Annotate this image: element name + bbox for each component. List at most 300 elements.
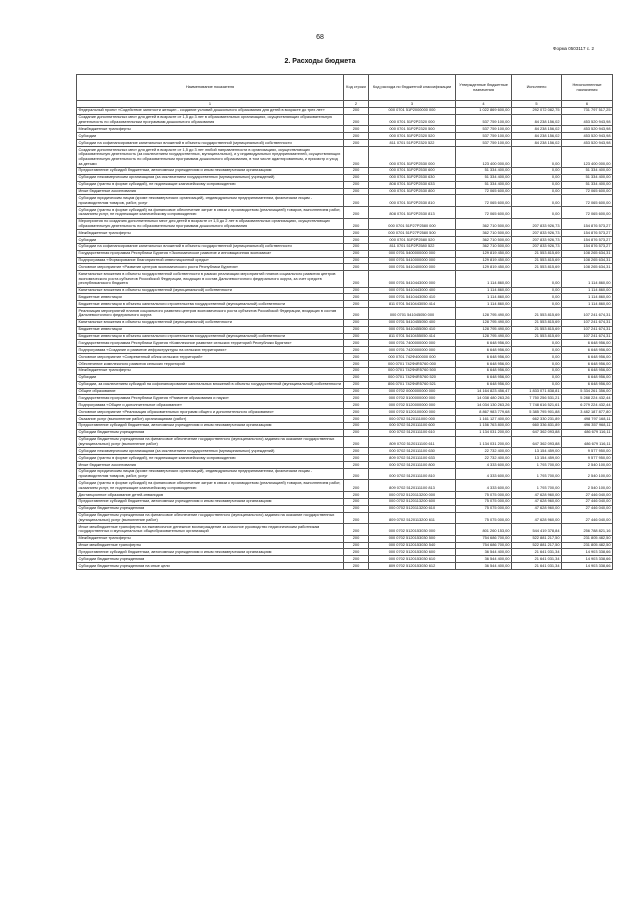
row-name: Субсидии некоммерческим организациям (за исключением государственных (муниципальных) учреждений)	[77, 448, 344, 455]
row-approved: 6 648 956,00	[456, 374, 512, 381]
row-executed: 47 628 960,00	[512, 505, 562, 512]
row-approved: 128 795 490,00	[456, 333, 512, 340]
column-number: 3	[369, 101, 456, 108]
row-approved: 75 075 000,00	[456, 491, 512, 498]
row-line-code: 200	[344, 264, 369, 271]
row-approved: 123 400 000,00	[456, 146, 512, 167]
table-row	[77, 354, 613, 361]
row-classification-code: 000 0702 5100000000 000	[369, 395, 456, 402]
row-classification-code: 000 0701 51P2P2530 810	[369, 195, 456, 207]
row-unexecuted: 14 903 338,66	[562, 563, 613, 570]
table-row	[77, 195, 613, 207]
row-unexecuted: 2 540 100,00	[562, 468, 613, 480]
table-row	[77, 436, 613, 448]
row-unexecuted: 1 114 860,00	[562, 301, 613, 308]
row-approved: 6 648 956,00	[456, 354, 512, 361]
row-name: Мероприятия по созданию дополнительных мест для детей в возрасте от 1,5 до 2 лет в образовательных организациях, осуществляющих образовательную деятельность по образовательным программам дошкольного образования	[77, 218, 344, 230]
row-name: Государственная программа Республики Бурятия «Развитие образования и науки»	[77, 395, 344, 402]
row-classification-code: 811 0701 51P2P2580 522	[369, 243, 456, 250]
row-approved: 22 732 400,00	[456, 448, 512, 455]
row-executed: 0,00	[512, 367, 562, 374]
row-executed: 0,00	[512, 374, 562, 381]
table-row	[77, 409, 613, 416]
table-row	[77, 556, 613, 563]
table-row	[77, 243, 613, 250]
row-unexecuted: 107 241 674,31	[562, 308, 613, 320]
row-executed: 1 793 700,00	[512, 461, 562, 468]
row-unexecuted: 453 520 943,98	[562, 114, 613, 126]
row-line-code: 200	[344, 455, 369, 462]
row-executed: 0,00	[512, 287, 562, 294]
row-executed: 21 553 815,69	[512, 257, 562, 264]
row-name: Обеспечение комплексного развития сельских территорий	[77, 361, 344, 368]
row-approved: 72 065 600,00	[456, 206, 512, 218]
row-classification-code: 000 0701 7420000000 000	[369, 347, 456, 354]
row-unexecuted: 108 265 634,31	[562, 250, 613, 257]
row-name: Подпрограмма «Общее и дополнительное образование»	[77, 402, 344, 409]
row-approved: 14 034 130 263,26	[456, 402, 512, 409]
row-approved: 1 114 860,00	[456, 287, 512, 294]
row-approved: 6 648 956,00	[456, 347, 512, 354]
row-unexecuted: 6 648 956,00	[562, 340, 613, 347]
table-row	[77, 461, 613, 468]
row-classification-code: 000 0702 5120113200 610	[369, 505, 456, 512]
row-executed: 0,00	[512, 146, 562, 167]
row-classification-code: 809 0702 5120111100 813	[369, 480, 456, 492]
header-row	[77, 75, 613, 101]
row-classification-code: 811 0701 51P2P2320 522	[369, 140, 456, 147]
table-row	[77, 381, 613, 388]
row-unexecuted: 231 805 482,50	[562, 542, 613, 549]
table-row	[77, 319, 613, 326]
row-executed: 21 553 815,69	[512, 308, 562, 320]
row-executed: 660 336 831,89	[512, 422, 562, 429]
row-unexecuted: 108 265 634,31	[562, 264, 613, 271]
row-unexecuted: 27 446 040,00	[562, 491, 613, 498]
table-row	[77, 549, 613, 556]
row-approved: 6 648 956,00	[456, 361, 512, 368]
table-row	[77, 491, 613, 498]
row-name: Субсидии бюджетным учреждениям	[77, 429, 344, 436]
row-line-code: 200	[344, 174, 369, 181]
row-approved: 36 544 400,00	[456, 556, 512, 563]
row-classification-code: 000 0701 51P2P2530 800	[369, 188, 456, 195]
row-line-code: 200	[344, 395, 369, 402]
row-name: Иные межбюджетные трансферты	[77, 542, 344, 549]
row-classification-code: 000 0701 51P2P2320 000	[369, 114, 456, 126]
row-name: Субсидии на софинансирование капитальных вложений в объекты государственной (муниципальной) собственности	[77, 243, 344, 250]
row-line-code: 200	[344, 354, 369, 361]
column-number: 1	[77, 101, 344, 108]
row-line-code: 200	[344, 374, 369, 381]
page-number: 68	[316, 34, 324, 41]
row-unexecuted: 3 482 187 877,80	[562, 409, 613, 416]
row-classification-code: 000 0701 5410000000 000	[369, 257, 456, 264]
table-row	[77, 133, 613, 140]
row-name: Предоставление субсидий бюджетным, автономным учреждениям и иным некоммерческим организациям	[77, 549, 344, 556]
table-row	[77, 512, 613, 524]
row-name: Субсидии некоммерческим организациям (за исключением государственных (муниципальных) учреждений)	[77, 174, 344, 181]
row-executed: 0,00	[512, 361, 562, 368]
row-unexecuted: 6 279 224 432,44	[562, 402, 613, 409]
row-approved: 1 114 860,00	[456, 271, 512, 287]
row-name: Субсидии юридическим лицам (кроме некоммерческих организаций), индивидуальным предпринимателям, физическим лицам - производителям товаров, работ, услуг	[77, 468, 344, 480]
table-row	[77, 333, 613, 340]
row-executed: 0,00	[512, 188, 562, 195]
row-name: Субсидии бюджетным учреждениям	[77, 505, 344, 512]
row-approved: 4 333 600,00	[456, 480, 512, 492]
row-approved: 75 075 000,00	[456, 498, 512, 505]
row-classification-code: 000 0701 541045050 000	[369, 308, 456, 320]
table-row	[77, 455, 613, 462]
row-classification-code: 000 0701 5410400000 000	[369, 264, 456, 271]
row-approved: 36 544 400,00	[456, 549, 512, 556]
row-approved: 4 333 600,00	[456, 461, 512, 468]
row-line-code: 200	[344, 107, 369, 114]
row-unexecuted: 154 876 573,27	[562, 243, 613, 250]
row-approved: 75 075 000,00	[456, 505, 512, 512]
row-executed: 21 553 815,69	[512, 250, 562, 257]
row-classification-code: 000 0701 742Ф4R5760 520	[369, 374, 456, 381]
row-approved: 1 114 860,00	[456, 294, 512, 301]
row-line-code: 200	[344, 146, 369, 167]
row-line-code: 200	[344, 468, 369, 480]
row-executed: 647 362 093,88	[512, 436, 562, 448]
table-row	[77, 367, 613, 374]
table-row	[77, 308, 613, 320]
row-unexecuted: 6 648 956,00	[562, 354, 613, 361]
row-line-code: 200	[344, 114, 369, 126]
row-approved: 537 759 100,00	[456, 114, 512, 126]
row-executed: 647 362 093,88	[512, 429, 562, 436]
row-approved: 36 544 400,00	[456, 563, 512, 570]
table-row	[77, 218, 613, 230]
row-classification-code: 809 0702 5120111100 611	[369, 436, 456, 448]
table-row	[77, 114, 613, 126]
row-executed: 1 793 700,00	[512, 480, 562, 492]
row-name: Субсидии бюджетным учреждениям на финансовое обеспечение государственного (муниципального) задания на оказание государственных (муниципальных) услуг (выполнение работ)	[77, 512, 344, 524]
row-approved: 72 065 600,00	[456, 195, 512, 207]
table-row	[77, 140, 613, 147]
row-unexecuted: 1 114 860,00	[562, 294, 613, 301]
row-executed: 662 330 231,89	[512, 416, 562, 423]
row-name: Общее образование	[77, 388, 344, 395]
row-name: Субсидии	[77, 133, 344, 140]
row-executed: 21 641 031,34	[512, 563, 562, 570]
row-approved: 537 759 100,00	[456, 133, 512, 140]
row-line-code: 200	[344, 236, 369, 243]
row-classification-code: 000 0701 5400000000 000	[369, 250, 456, 257]
row-unexecuted: 9 577 950,00	[562, 455, 613, 462]
row-line-code: 200	[344, 402, 369, 409]
row-unexecuted: 154 876 573,27	[562, 230, 613, 237]
row-name: Подпрограмма «Создание и развитие инфраструктуры на сельских территориях»	[77, 347, 344, 354]
column-number: 4	[456, 101, 512, 108]
row-classification-code: 000 0702 5120000000 000	[369, 402, 456, 409]
row-name: Бюджетные инвестиции в объекты капитального строительства государственной (муниципальной) собственности	[77, 301, 344, 308]
row-executed: 1 833 071 838,81	[512, 388, 562, 395]
column-number: 6	[562, 101, 613, 108]
table-row	[77, 257, 613, 264]
table-row	[77, 402, 613, 409]
table-row	[77, 250, 613, 257]
row-approved: 22 732 400,00	[456, 455, 512, 462]
table-row	[77, 271, 613, 287]
row-executed: 207 833 926,73	[512, 230, 562, 237]
row-name: Бюджетные инвестиции	[77, 294, 344, 301]
row-executed: 47 628 960,00	[512, 491, 562, 498]
row-line-code: 200	[344, 250, 369, 257]
row-classification-code: 000 0701 5410443000 000	[369, 271, 456, 287]
row-unexecuted: 154 876 573,27	[562, 236, 613, 243]
column-header-unexecuted: Неисполненные назначения	[562, 75, 613, 101]
table-row	[77, 146, 613, 167]
row-line-code: 200	[344, 549, 369, 556]
row-unexecuted: 107 241 674,31	[562, 333, 613, 340]
row-executed: 207 833 926,73	[512, 236, 562, 243]
row-executed: 13 154 459,00	[512, 448, 562, 455]
row-approved: 362 710 500,00	[456, 236, 512, 243]
row-name: Межбюджетные трансферты	[77, 367, 344, 374]
row-executed: 0,00	[512, 294, 562, 301]
row-line-code: 200	[344, 505, 369, 512]
row-approved: 8 867 983 779,68	[456, 409, 512, 416]
column-number: 5	[512, 101, 562, 108]
row-executed: 0,00	[512, 271, 562, 287]
row-line-code: 200	[344, 491, 369, 498]
row-name: Субсидии (гранты в форме субсидий) на финансовое обеспечение затрат в связи с производством (реализацией) товаров, выполнением работ, оказанием услуг, не подлежащие казначейскому сопровождению	[77, 206, 344, 218]
row-classification-code: 000 0701 51P2P2320 520	[369, 133, 456, 140]
row-executed: 0,00	[512, 167, 562, 174]
row-line-code: 200	[344, 257, 369, 264]
row-executed: 1 793 700,00	[512, 468, 562, 480]
row-approved: 362 710 500,00	[456, 243, 512, 250]
row-unexecuted: 731 797 517,25	[562, 107, 613, 114]
row-executed: 84 238 156,02	[512, 126, 562, 133]
row-approved: 1 022 869 600,00	[456, 107, 512, 114]
row-executed: 0,00	[512, 181, 562, 188]
row-unexecuted: 2 540 100,00	[562, 480, 613, 492]
row-classification-code: 000 0702 0000000000 000	[369, 388, 456, 395]
table-row	[77, 126, 613, 133]
row-name: Подпрограмма «Формирование благоприятной инвестиционной среды»	[77, 257, 344, 264]
row-line-code: 200	[344, 340, 369, 347]
row-name: Капитальные вложения в объекты государственной собственности в рамках реализации мероприятий планов социального развития центров экономического роста субъектов Российской Федерации, входящих в состав Дальневосточного федерального округа, за счет средств республиканского бюджета	[77, 271, 344, 287]
row-line-code: 200	[344, 206, 369, 218]
row-name: Субсидии, за исключением субсидий на софинансирование капитальных вложений в объекты государственной (муниципальной) собственности	[77, 381, 344, 388]
row-line-code: 200	[344, 287, 369, 294]
row-line-code: 200	[344, 535, 369, 542]
row-approved: 72 065 600,00	[456, 188, 512, 195]
column-header-name: Наименование показателя	[77, 75, 344, 101]
row-approved: 128 795 490,00	[456, 319, 512, 326]
row-line-code: 200	[344, 512, 369, 524]
row-unexecuted: 27 446 040,00	[562, 505, 613, 512]
row-unexecuted: 51 334 400,00	[562, 174, 613, 181]
row-line-code: 200	[344, 308, 369, 320]
row-approved: 1 134 031 200,00	[456, 436, 512, 448]
row-classification-code: 000 0701 51P2P2320 500	[369, 126, 456, 133]
column-header-classification-code: Код расхода по бюджетной классификации	[369, 75, 456, 101]
row-unexecuted: 14 903 338,66	[562, 549, 613, 556]
row-unexecuted: 51 334 400,00	[562, 167, 613, 174]
row-unexecuted: 6 648 956,00	[562, 347, 613, 354]
row-line-code: 200	[344, 301, 369, 308]
row-unexecuted: 5 288 224 432,44	[562, 395, 613, 402]
row-executed: 0,00	[512, 381, 562, 388]
table-row	[77, 542, 613, 549]
row-line-code: 200	[344, 429, 369, 436]
column-number-row	[77, 101, 613, 108]
table-row	[77, 361, 613, 368]
row-executed: 47 628 960,00	[512, 512, 562, 524]
row-name: Основное мероприятие «Современный облик сельских территорий»	[77, 354, 344, 361]
row-line-code: 200	[344, 461, 369, 468]
row-executed: 84 238 156,02	[512, 133, 562, 140]
row-name: Капитальные вложения в объекты государственной (муниципальной) собственности	[77, 287, 344, 294]
row-line-code: 200	[344, 367, 369, 374]
row-classification-code: 000 0702 5120111100 610	[369, 429, 456, 436]
row-name: Основное мероприятие «Развитие центров экономического роста Республики Бурятия»	[77, 264, 344, 271]
expenses-table	[76, 74, 613, 570]
row-executed: 544 419 378,84	[512, 524, 562, 536]
row-line-code: 200	[344, 361, 369, 368]
row-line-code: 200	[344, 563, 369, 570]
row-line-code: 200	[344, 140, 369, 147]
table-row	[77, 174, 613, 181]
row-executed: 21 641 031,34	[512, 556, 562, 563]
row-classification-code: 000 0701 7400000000 000	[369, 340, 456, 347]
row-executed: 0,00	[512, 347, 562, 354]
row-name: Предоставление субсидий бюджетным, автономным учреждениям и иным некоммерческим организациям	[77, 422, 344, 429]
row-approved: 801 260 153,00	[456, 524, 512, 536]
row-classification-code: 000 0702 5120153030 540	[369, 542, 456, 549]
table-row	[77, 448, 613, 455]
row-executed: 0,00	[512, 195, 562, 207]
row-classification-code: 000 0702 5120111100 810	[369, 468, 456, 480]
row-executed: 84 238 156,02	[512, 140, 562, 147]
table-row	[77, 563, 613, 570]
row-unexecuted: 256 788 821,16	[562, 524, 613, 536]
row-classification-code: 000 0701 51P2P2580 520	[369, 236, 456, 243]
row-classification-code: 000 0701 51P27P2580 000	[369, 218, 456, 230]
table-row	[77, 480, 613, 492]
row-unexecuted: 486 679 116,11	[562, 436, 613, 448]
row-line-code: 200	[344, 388, 369, 395]
row-classification-code: 000 0702 5120111100 630	[369, 448, 456, 455]
row-line-code: 200	[344, 436, 369, 448]
row-executed: 0,00	[512, 354, 562, 361]
row-line-code: 200	[344, 480, 369, 492]
row-executed: 207 833 926,73	[512, 218, 562, 230]
table-row	[77, 264, 613, 271]
row-approved: 537 759 100,00	[456, 126, 512, 133]
row-unexecuted: 486 679 116,11	[562, 429, 613, 436]
row-unexecuted: 1 114 860,00	[562, 287, 613, 294]
row-approved: 14 164 823 456,47	[456, 388, 512, 395]
row-name: Предоставление субсидий бюджетным, автономным учреждениям и иным некоммерческим организациям	[77, 167, 344, 174]
row-line-code: 200	[344, 333, 369, 340]
row-executed: 522 881 217,50	[512, 542, 562, 549]
row-executed: 7 748 616 521,61	[512, 402, 562, 409]
table-row	[77, 206, 613, 218]
row-name: Бюджетные инвестиции в объекты капитального строительства государственной (муниципальной) собственности	[77, 333, 344, 340]
row-unexecuted: 108 265 634,31	[562, 257, 613, 264]
row-unexecuted: 231 805 482,50	[562, 535, 613, 542]
row-executed: 13 154 459,00	[512, 455, 562, 462]
row-classification-code: 000 0702 5120100000 000	[369, 409, 456, 416]
table-row	[77, 236, 613, 243]
table-row	[77, 167, 613, 174]
row-line-code: 200	[344, 243, 369, 250]
row-line-code: 200	[344, 448, 369, 455]
row-approved: 6 648 956,00	[456, 367, 512, 374]
row-classification-code: 806 0701 742Ф4R5760 521	[369, 381, 456, 388]
row-line-code: 200	[344, 181, 369, 188]
row-name: Субсидии	[77, 374, 344, 381]
column-header-executed: Исполнено	[512, 75, 562, 101]
row-classification-code: 000 0701 51P2000000 000	[369, 107, 456, 114]
row-approved: 129 819 450,00	[456, 257, 512, 264]
table-row	[77, 326, 613, 333]
row-name: Реализация мероприятий планов социального развития центров экономического роста субъектов Российской Федерации, входящих в состав Дальневосточного федерального округа	[77, 308, 344, 320]
row-classification-code: 811 0701 5410455050 414	[369, 333, 456, 340]
column-number: 2	[344, 101, 369, 108]
row-approved: 129 819 450,00	[456, 250, 512, 257]
table-row	[77, 535, 613, 542]
row-executed: 207 833 926,73	[512, 243, 562, 250]
table-row	[77, 468, 613, 480]
row-unexecuted: 72 065 600,00	[562, 188, 613, 195]
row-line-code: 200	[344, 195, 369, 207]
row-classification-code: 000 0702 5120111100 800	[369, 461, 456, 468]
row-name: Межбюджетные трансферты	[77, 535, 344, 542]
table-row	[77, 429, 613, 436]
table-row	[77, 188, 613, 195]
row-approved: 1 161 127 400,00	[456, 416, 512, 423]
row-classification-code: 000 0701 742Ф4R5760 000	[369, 361, 456, 368]
row-approved: 129 819 450,00	[456, 264, 512, 271]
row-name: Оказание услуг (выполнение работ) организациями (работ)	[77, 416, 344, 423]
section-title: 2. Расходы бюджета	[284, 58, 356, 65]
row-name: Субсидии бюджетным учреждениям на иные цели	[77, 563, 344, 570]
row-executed: 0,00	[512, 174, 562, 181]
row-approved: 1 156 763 800,00	[456, 422, 512, 429]
row-unexecuted: 496 357 968,11	[562, 422, 613, 429]
row-name: Субсидии бюджетным учреждениям на финансовое обеспечение государственного (муниципального) задания на оказание государственных (муниципальных) услуг (выполнение работ)	[77, 436, 344, 448]
row-executed: 522 881 217,50	[512, 535, 562, 542]
column-header-approved: Утвержденные бюджетные назначения	[456, 75, 512, 101]
expenses-table-container	[76, 74, 612, 570]
row-unexecuted: 498 797 168,11	[562, 416, 613, 423]
row-executed: 292 072 082,75	[512, 107, 562, 114]
table-row	[77, 340, 613, 347]
row-approved: 51 334 400,00	[456, 167, 512, 174]
row-name: Бюджетные инвестиции	[77, 326, 344, 333]
row-classification-code: 000 0702 5120153030 500	[369, 535, 456, 542]
row-approved: 75 075 000,00	[456, 512, 512, 524]
row-unexecuted: 27 446 040,00	[562, 512, 613, 524]
row-classification-code: 000 0701 5410443000 400	[369, 287, 456, 294]
row-classification-code: 000 0701 51P2P2530 000	[369, 146, 456, 167]
row-unexecuted: 72 065 600,00	[562, 195, 613, 207]
row-classification-code: 000 0702 5120111000 000	[369, 416, 456, 423]
table-row	[77, 374, 613, 381]
row-approved: 362 710 500,00	[456, 218, 512, 230]
table-row	[77, 422, 613, 429]
row-name: Субсидии юридическим лицам (кроме некоммерческих организаций), индивидуальным предпринимателям, физическим лицам - производителям товаров, работ, услуг	[77, 195, 344, 207]
row-approved: 1 134 031 200,00	[456, 429, 512, 436]
